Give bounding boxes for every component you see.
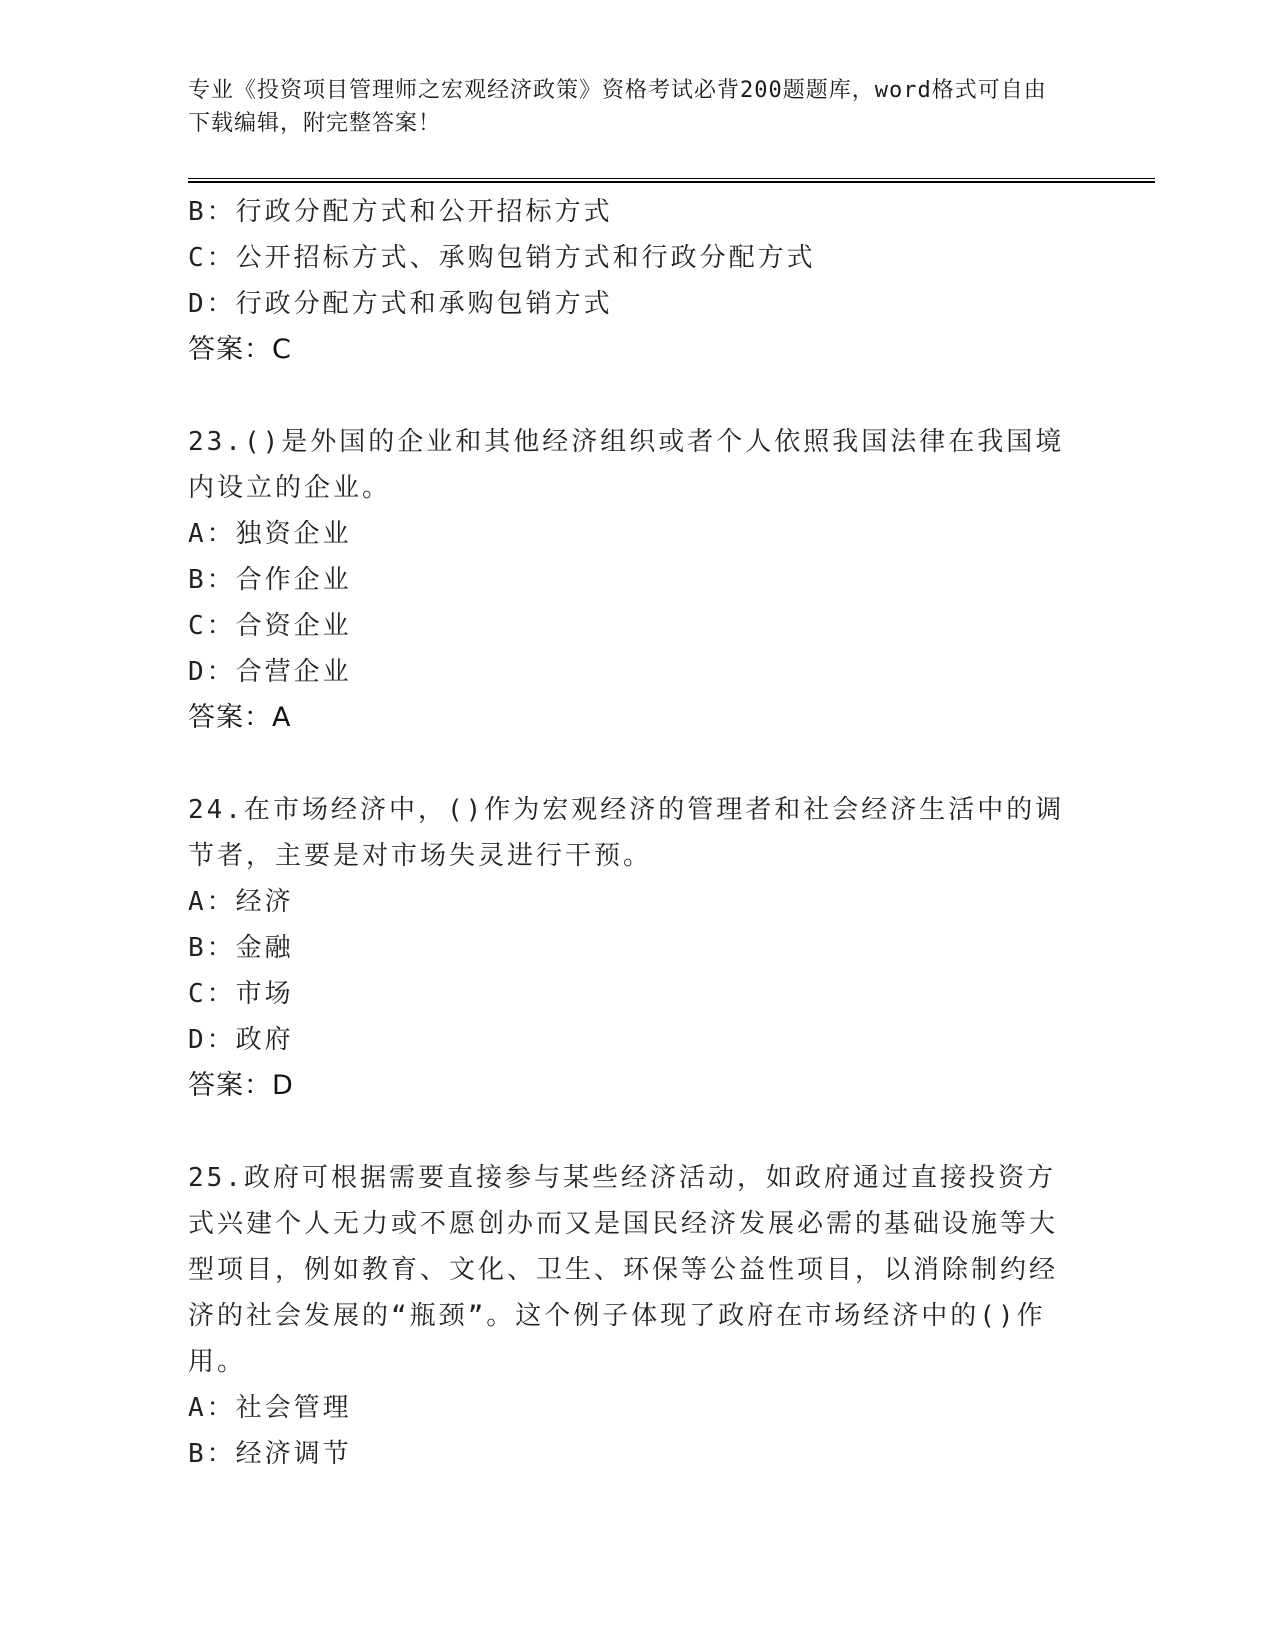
question-stem: 23.()是外国的企业和其他经济组织或者个人依照我国法律在我国境内设立的企业。 <box>188 427 1065 503</box>
document-body <box>188 189 1088 1477</box>
option-d: D：行政分配方式和承购包销方式 <box>188 289 613 319</box>
spacer <box>188 1109 1088 1155</box>
option-d: D：政府 <box>188 1025 294 1055</box>
option-c: C：合资企业 <box>188 611 352 641</box>
option-b: B：行政分配方式和公开招标方式 <box>188 197 613 227</box>
question-22-continued <box>188 189 1088 373</box>
question-24 <box>188 787 1088 1109</box>
question-stem: 25.政府可根据需要直接参与某些经济活动，如政府通过直接投资方式兴建个人无力或不愿创办而又是国民经济发展必需的基础设施等大型项目，例如教育、文化、卫生、环保等公益性项目，以消除制约经济的社会发展的“瓶颈”。这个例子体现了政府在市场经济中的()作用。 <box>188 1163 1059 1377</box>
document-header: 专业《投资项目管理师之宏观经济政策》资格考试必背200题题库，word格式可自由下载编辑，附完整答案！ <box>188 78 1047 136</box>
question-25 <box>188 1155 1088 1477</box>
option-c: C：公开招标方式、承购包销方式和行政分配方式 <box>188 243 816 273</box>
answer: 答案：D <box>188 1070 294 1101</box>
option-a: A：独资企业 <box>188 519 352 549</box>
header-divider <box>188 178 1155 183</box>
spacer <box>188 741 1088 787</box>
option-d: D：合营企业 <box>188 657 352 687</box>
question-stem: 24.在市场经济中，()作为宏观经济的管理者和社会经济生活中的调节者，主要是对市场失灵进行干预。 <box>188 795 1065 871</box>
question-23 <box>188 419 1088 741</box>
option-b: B：经济调节 <box>188 1439 352 1469</box>
option-a: A：经济 <box>188 887 294 917</box>
spacer <box>188 373 1088 419</box>
option-c: C：市场 <box>188 979 294 1009</box>
option-b: B：合作企业 <box>188 565 352 595</box>
option-b: B：金融 <box>188 933 294 963</box>
option-a: A：社会管理 <box>188 1393 352 1423</box>
answer: 答案：A <box>188 702 292 733</box>
answer: 答案：C <box>188 334 292 365</box>
